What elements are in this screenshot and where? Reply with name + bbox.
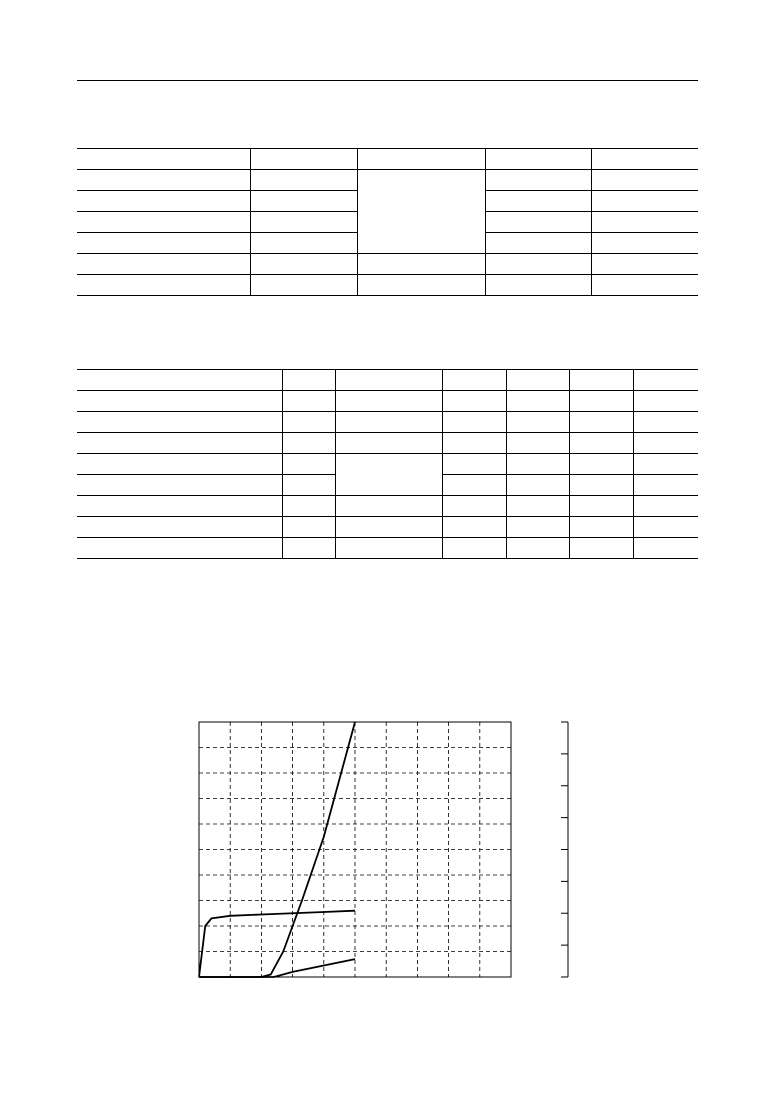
chart-grid (199, 722, 511, 977)
right-axis (561, 722, 568, 977)
series-line-1 (199, 911, 355, 977)
